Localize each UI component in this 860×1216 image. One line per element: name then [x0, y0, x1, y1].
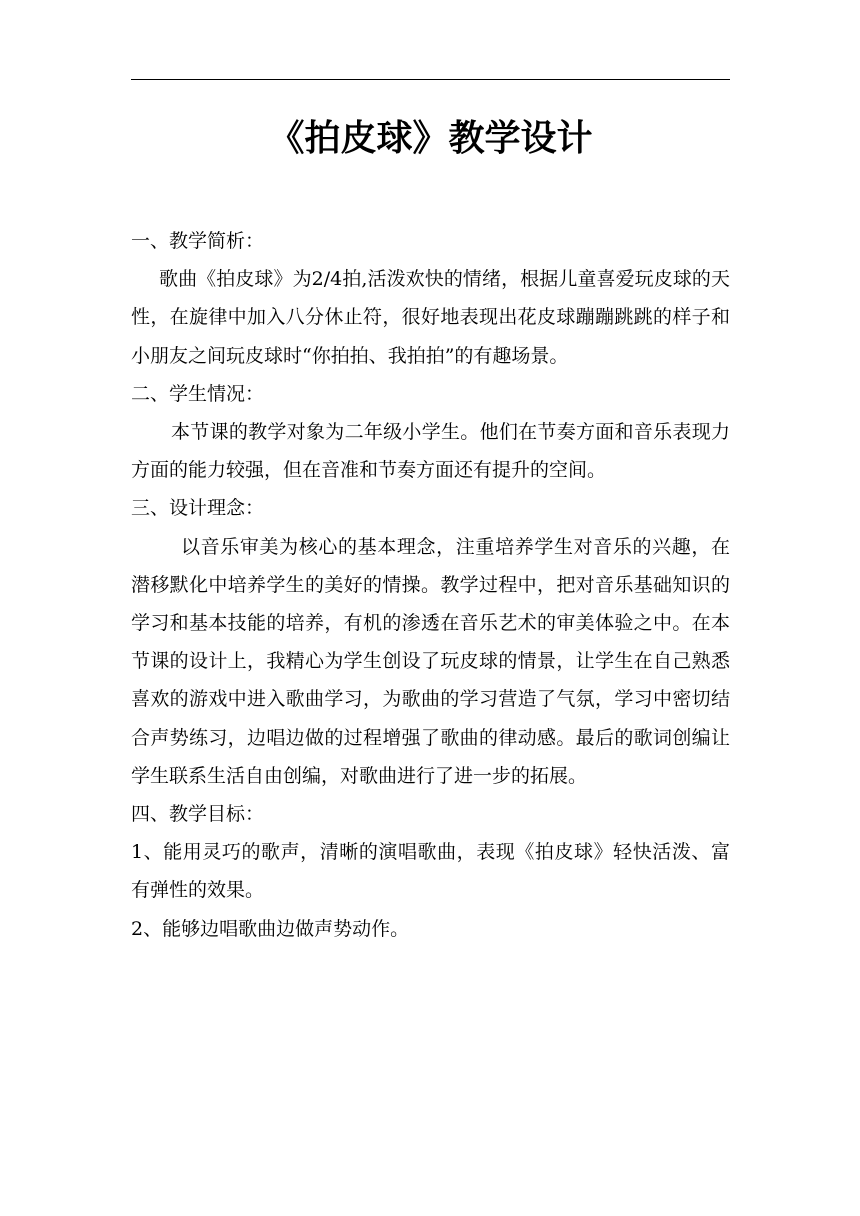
section-heading-analysis: 一、教学简析：: [131, 230, 265, 252]
header-rule: [131, 79, 730, 80]
objective-item-1: 1、能用灵巧的歌声，清晰的演唱歌曲，表现《拍皮球》轻快活泼、富有弹性的效果。: [131, 841, 730, 902]
section-paragraph-analysis: 歌曲《拍皮球》为2/4拍,活泼欢快的情绪，根据儿童喜爱玩皮球的天性，在旋律中加入八分休止符，很好地表现出花皮球蹦蹦跳跳的样子和小朋友之间玩皮球时“你拍拍、我拍拍”的有趣场景。: [131, 268, 730, 367]
section-paragraph-students: 本节课的教学对象为二年级小学生。他们在节奏方面和音乐表现力方面的能力较强，但在音准和节奏方面还有提升的空间。: [131, 420, 730, 482]
section-heading-objectives: 四、教学目标：: [131, 803, 265, 825]
document-body: [131, 222, 730, 948]
section-heading-concept: 三、设计理念：: [131, 497, 265, 520]
objective-item-2: 2、能够边唱歌曲边做声势动作。: [131, 917, 410, 940]
section-paragraph-concept: 以音乐审美为核心的基本理念，注重培养学生对音乐的兴趣，在潜移默化中培养学生的美好的情操。教学过程中，把对音乐基础知识的学习和基本技能的培养，有机的渗透在音乐艺术的审美体验之中。在本节课的设计上，我精心为学生创设了玩皮球的情景，让学生在自己熟悉喜欢的游戏中进入歌曲学习，为歌曲的学习营造了气氛，学习中密切结合声势练习，边唱边做的过程增强了歌曲的律动感。最后的歌词创编让学生联系生活自由创编，对歌曲进行了进一步的拓展。: [131, 535, 730, 787]
document-title: 《拍皮球》教学设计: [268, 117, 593, 159]
section-heading-students: 二、学生情况：: [131, 382, 265, 405]
